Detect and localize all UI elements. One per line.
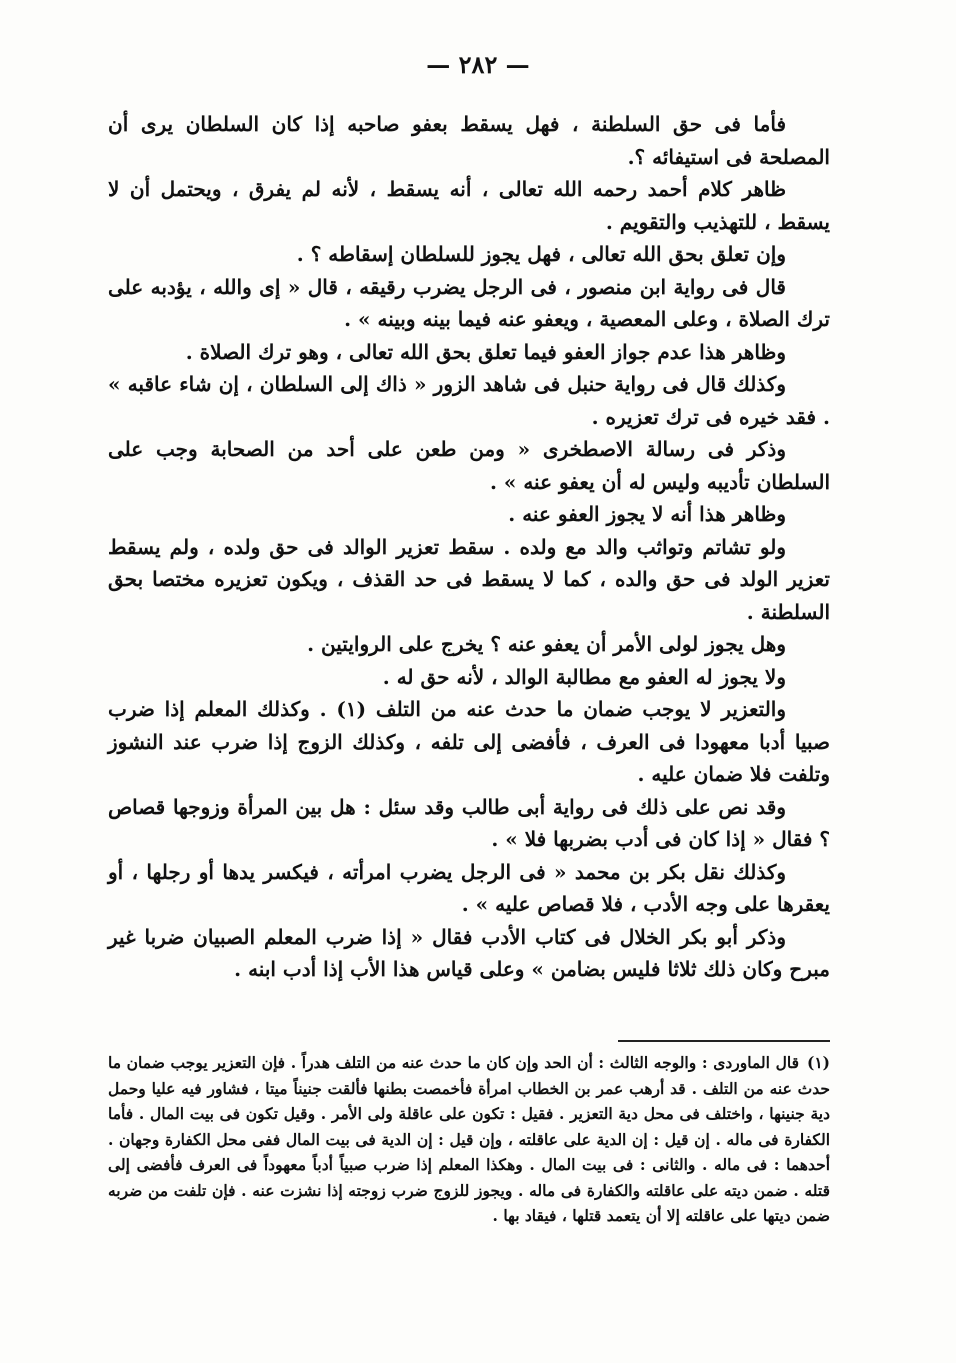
paragraph: وهل يجوز لولى الأمر أن يعفو عنه ؟ يخرج على الروايتين . — [307, 632, 786, 656]
footnote-marker: (١) — [806, 1053, 830, 1072]
page-number: — ٢٨٢ — — [426, 50, 530, 79]
paragraph: قال فى رواية ابن منصور ، فى الرجل يضرب رقيقه ، قال « إى والله ، يؤدبه على ترك الصلاة ، وعلى المعصية ، ويعفو عنه فيما بينه وبينه » . — [108, 274, 830, 331]
paragraph: ولا يجوز له العفو مع مطالبة الوالد ، لأنه حق له . — [382, 664, 786, 689]
paragraph: فأما فى حق السلطنة ، فهل يسقط بعفو صاحبه إذا كان السلطان يرى أن المصلحة فى استيفائه ؟. — [108, 112, 830, 169]
paragraph: وكذلك قال فى رواية حنبل فى شاهد الزور « ذاك إلى السلطان ، إن شاء عاقبه » . فقد خيره فى ترك تعزيره . — [108, 372, 830, 429]
main-text-body — [108, 108, 830, 986]
paragraph: وذكر فى رسالة الاصطخرى « ومن طعن على أحد من الصحابة وجب على السلطان تأديبه وليس له أن يعفو عنه » . — [108, 437, 830, 494]
paragraph: وكذلك نقل بكر بن محمد « فى الرجل يضرب امرأته ، فيكسر يدها أو رجلها ، أو يعقرها على وجه الأدب ، فلا قصاص عليه » . — [108, 859, 830, 916]
paragraph: وظاهر هذا أنه لا يجوز العفو عنه . — [508, 502, 786, 526]
paragraph: وظاهر هذا عدم جواز العفو فيما تعلق بحق الله تعالى ، وهو ترك الصلاة . — [185, 339, 786, 364]
footnotes — [108, 1050, 830, 1229]
footnote-text: قال الماوردى : والوجه الثالث : أن الحد وإن كان ما حدث عنه من التلف هدراً . فإن التعزير يوجب ضمان ما حدث عنه من التلف . قد أرهب عمر بن الخطاب امرأة فأخمصت بطنها فألقت جنيناً ميتا ، فشاور فيه عليا وحمل دية جنينها ، واختلف فى محل دية التعزير . فقيل : تكون على عاقلة ولى الأمر . وقيل تكون فى بيت المال . فأما الكفارة فى ماله . إن قيل : إن الدية على عاقلته ، وإن قيل : إن الدية فى بيت المال ففى محل الكفارة وجهان . أحدهما : فى ماله . والثانى : فى بيت المال . وهكذا المعلم إذا ضرب صبياً أدباً معهوداً فى العرف فأفضى إلى قتله . ضمن ديته على عاقلته والكفارة فى ماله . ويجوز للزوج ضرب زوجته إذا نشزت عنه . فإن تلفت من ضربه ضمن ديتها على عاقلته إلا أن يتعمد قتلها ، فيقاد بها . — [108, 1053, 830, 1225]
footnote-separator — [618, 1040, 830, 1042]
paragraph: وذكر أبو بكر الخلال فى كتاب الأدب فقال « إذا ضرب المعلم الصبيان ضربا غير مبرح وكان ذلك ثلاثا فليس بضامن » وعلى قياس هذا الأب إذا أدب ابنه . — [108, 924, 830, 981]
paragraph: ولو تشاتم وتواثب والد مع ولده . سقط تعزير الوالد فى حق ولده ، ولم يسقط تعزير الولد فى حق والده ، كما لا يسقط فى حد القذف ، ويكون تعزيره مختصا بحق السلطنة . — [108, 534, 830, 624]
paragraph: وإن تعلق بحق الله تعالى ، فهل يجوز للسلطان إسقاطه ؟ . — [296, 242, 786, 266]
paragraph: وقد نص على ذلك فى رواية أبى طالب وقد سئل : هل بين المرأة وزوجها قصاص ؟ فقال « إذا كان فى أدب بضربها فلا » . — [108, 794, 830, 851]
footnote — [108, 1050, 830, 1229]
paragraph: والتعزير لا يوجب ضمان ما حدث عنه من التلف (١) . وكذلك المعلم إذا ضرب صبيا أدبا معهودا فى العرف ، فأفضى إلى تلفه ، وكذلك الزوج إذا ضرب عند النشوز وتلفت فلا ضمان عليه . — [108, 697, 830, 786]
paragraph: ظاهر كلام أحمد رحمه الله تعالى ، أنه يسقط ، لأنه لم يفرق ، ويحتمل أن لا يسقط ، للتهذيب والتقويم . — [108, 177, 830, 234]
